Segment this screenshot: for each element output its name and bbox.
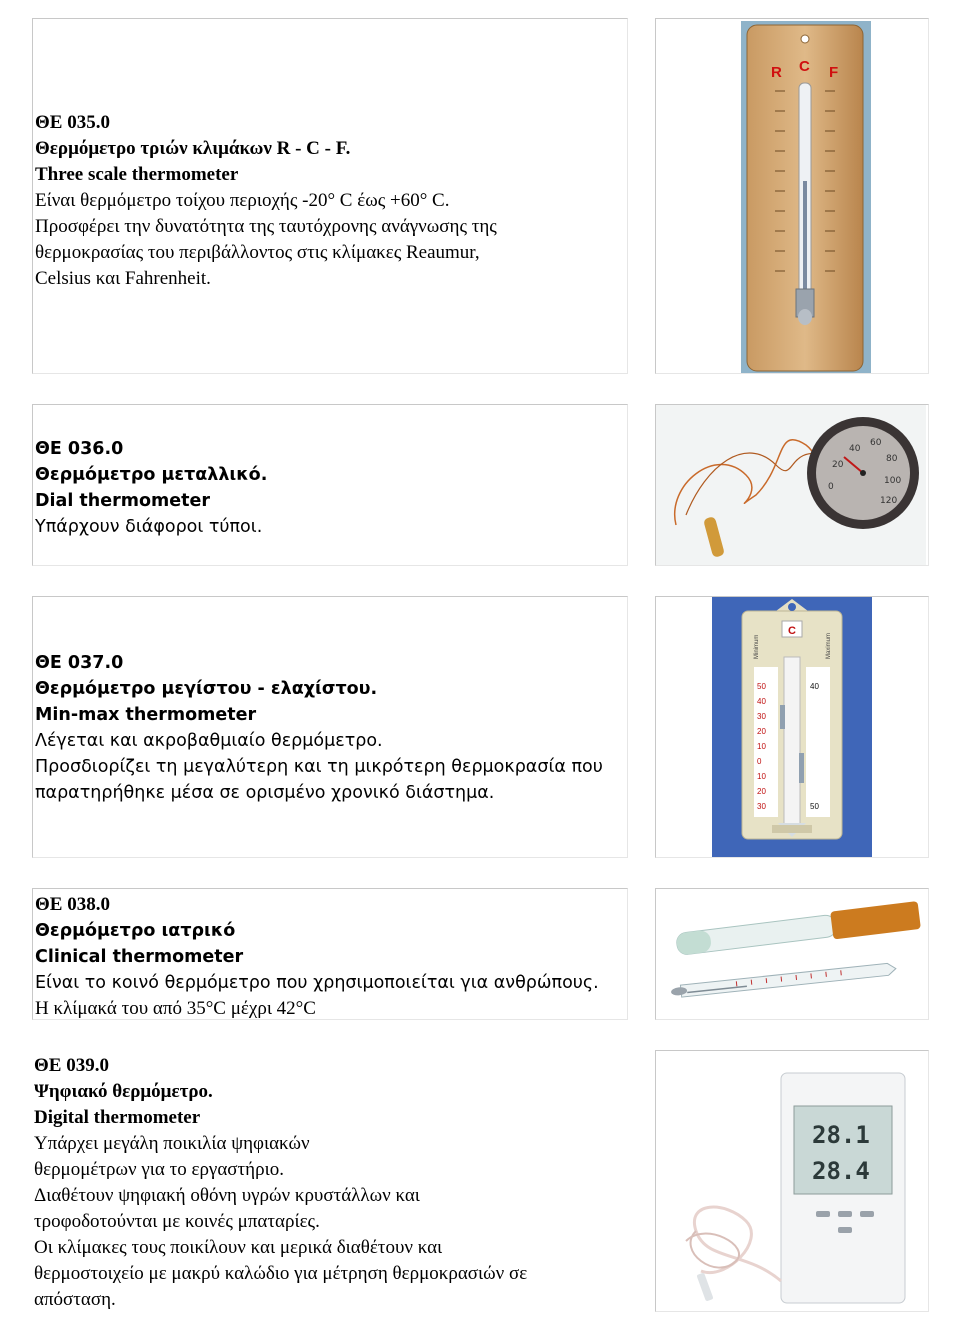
item-037-code: ΘΕ 037.0 [35, 653, 124, 673]
item-039-image-cell [655, 1050, 929, 1312]
item-037-desc-line: παρατηρήθηκε μέσα σε ορισμένο χρονικό διάστημα. [35, 783, 495, 803]
item-035-text-cell [32, 18, 628, 374]
item-036-code: ΘΕ 036.0 [35, 439, 124, 459]
digital-thermometer-image [656, 1051, 926, 1311]
item-036-title-gr: Θερμόμετρο μεταλλικό. [35, 465, 268, 485]
item-039-text-cell [32, 1050, 628, 1312]
min-scale-label: 30 [757, 712, 766, 721]
lcd-reading: 28.1 [812, 1121, 870, 1149]
item-037-text-cell [32, 596, 628, 858]
item-038-text [35, 892, 599, 1022]
item-035-desc-line: θερμοκρασίας του περιβάλλοντος στις κλίμακες Reaumur, [35, 242, 480, 263]
item-035-title-en: Three scale thermometer [35, 164, 239, 185]
item-037-title-en: Min-max thermometer [35, 705, 257, 725]
min-max-thermometer-image [712, 597, 872, 857]
scale-label: R [771, 64, 782, 81]
item-038-title-gr: Θερμόμετρο ιατρικό [35, 921, 236, 941]
item-039-desc-line: θερμομέτρων για το εργαστήριο. [34, 1159, 284, 1180]
item-038-title-en: Clinical thermometer [35, 947, 244, 967]
item-037-desc-line: Προσδιορίζει τη μεγαλύτερη και τη μικρότερη θερμοκρασία που [35, 757, 603, 777]
item-039-desc-line: Υπάρχει μεγάλη ποικιλία ψηφιακών [34, 1133, 310, 1154]
item-037-desc-line: Λέγεται και ακροβαθμιαίο θερμόμετρο. [35, 731, 383, 751]
dial-label: 20 [832, 460, 844, 470]
scale-label: F [829, 64, 839, 81]
item-035-text [35, 110, 497, 292]
min-scale-label: 20 [757, 787, 766, 796]
item-036-text-cell [32, 404, 628, 566]
item-039-desc-line: τροφοδοτούνται με κοινές μπαταρίες. [34, 1211, 320, 1232]
min-scale-label: 20 [757, 727, 766, 736]
item-035-code: ΘΕ 035.0 [35, 112, 110, 133]
dial-label: 40 [849, 444, 861, 454]
lcd-reading: 28.4 [812, 1157, 870, 1185]
scale-heading-label: Minimum [754, 634, 760, 659]
item-036-title-en: Dial thermometer [35, 491, 210, 511]
item-038-desc-line: Η κλίμακά του από 35°C μέχρι 42°C [35, 998, 316, 1019]
item-036-image-cell [655, 404, 929, 566]
dial-label: 120 [880, 496, 898, 506]
item-038-code: ΘΕ 038.0 [35, 894, 110, 915]
item-037-text [35, 650, 603, 806]
three-scale-thermometer-image [741, 21, 871, 373]
dial-label: 0 [828, 482, 834, 492]
min-scale-label: 10 [757, 742, 766, 751]
min-scale-label: 40 [757, 697, 766, 706]
item-038-text-cell [32, 888, 628, 1020]
dial-label: 100 [884, 476, 902, 486]
max-scale-label: 40 [810, 682, 819, 691]
item-037-image-cell [655, 596, 929, 858]
scale-heading-label: Maximum [826, 632, 832, 659]
item-038-desc-line: Είναι το κοινό θερμόμετρο που χρησιμοποιείται για ανθρώπους. [35, 973, 599, 993]
item-038-image-cell [655, 888, 929, 1020]
item-036-text [35, 436, 267, 540]
item-039-desc-line: απόσταση. [34, 1289, 116, 1310]
item-036-desc-line: Υπάρχουν διάφοροι τύποι. [35, 517, 263, 537]
min-scale-label: 50 [757, 682, 766, 691]
dial-label: 80 [886, 454, 898, 464]
item-039-title-gr: Ψηφιακό θερμόμετρο. [34, 1081, 213, 1102]
item-039-desc-line: Διαθέτουν ψηφιακή οθόνη υγρών κρυστάλλων και [34, 1185, 420, 1206]
item-037-title-gr: Θερμόμετρο μεγίστου - ελαχίστου. [35, 679, 378, 699]
item-035-desc-line: Προσφέρει την δυνατότητα της ταυτόχρονης ανάγνωσης της [35, 216, 497, 237]
item-039-text [34, 1053, 527, 1313]
dial-thermometer-image [656, 405, 926, 565]
min-scale-label: 0 [757, 757, 762, 766]
item-039-desc-line: θερμοστοιχείο με μακρύ καλώδιο για μέτρηση θερμοκρασιών σε [34, 1263, 528, 1284]
scale-label: C [799, 58, 810, 75]
item-035-image-cell [655, 18, 929, 374]
clinical-thermometer-image [656, 889, 926, 1019]
item-039-title-en: Digital thermometer [34, 1107, 201, 1128]
scale-unit-label: C [788, 625, 796, 637]
min-scale-label: 10 [757, 772, 766, 781]
item-035-title-gr: Θερμόμετρο τριών κλιμάκων R - C - F. [35, 138, 351, 159]
dial-label: 60 [870, 438, 882, 448]
min-scale-label: 30 [757, 802, 766, 811]
item-035-desc-line: Είναι θερμόμετρο τοίχου περιοχής -20° C έως +60° C. [35, 190, 450, 211]
item-039-code: ΘΕ 039.0 [34, 1055, 109, 1076]
max-scale-label: 50 [810, 802, 819, 811]
item-035-desc-line: Celsius και Fahrenheit. [35, 268, 211, 289]
item-039-desc-line: Οι κλίμακες τους ποικίλουν και μερικά διαθέτουν και [34, 1237, 443, 1258]
